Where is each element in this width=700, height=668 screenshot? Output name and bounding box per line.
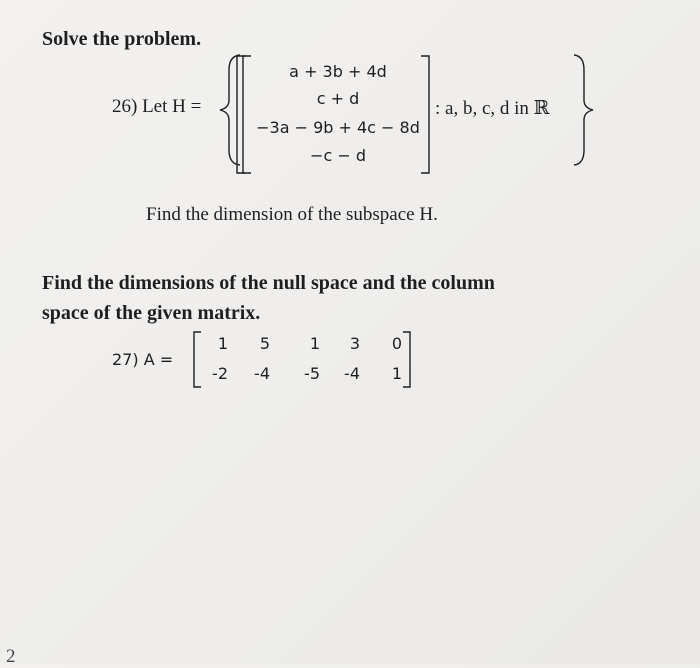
section-heading-dimensions-line2: space of the given matrix. — [42, 302, 261, 324]
set-condition: : a, b, c, d in ℝ — [435, 98, 550, 119]
vector-entry-3: −3a − 9b + 4c − 8d — [256, 118, 420, 137]
matrix-a-r1c5: 0 — [391, 334, 402, 353]
right-brace — [574, 55, 593, 165]
matrix-a-r2c2: -4 — [254, 364, 270, 383]
problem-27-label: 27) A = — [112, 350, 174, 369]
problem-26-question: Find the dimension of the subspace H. — [146, 204, 438, 225]
matrix-a-r1c3: 1 — [309, 334, 320, 353]
section-heading-dimensions-line1: Find the dimensions of the null space and the column — [42, 272, 495, 294]
problem-26-label: 26) Let H = — [112, 96, 202, 117]
matrix-a-r2c3: -5 — [304, 364, 320, 383]
matrix-a-right-bracket — [403, 332, 410, 387]
matrix-a-r1c2: 5 — [259, 334, 270, 353]
matrix-a-r1c4: 3 — [349, 334, 360, 353]
vector-entry-2: c + d — [316, 89, 360, 108]
matrix-a-r2c5: 1 — [391, 364, 402, 383]
section-heading-solve: Solve the problem. — [42, 28, 202, 50]
page-number: 2 — [6, 646, 16, 667]
vector-entry-1: a + 3b + 4d — [289, 62, 387, 81]
matrix-a-r1c1: 1 — [217, 334, 228, 353]
vector-entry-4: −c − d — [310, 146, 366, 165]
matrix-left-bracket-outer — [237, 56, 245, 173]
matrix-a-r2c1: -2 — [212, 364, 228, 383]
matrix-a-r2c4: -4 — [344, 364, 360, 383]
